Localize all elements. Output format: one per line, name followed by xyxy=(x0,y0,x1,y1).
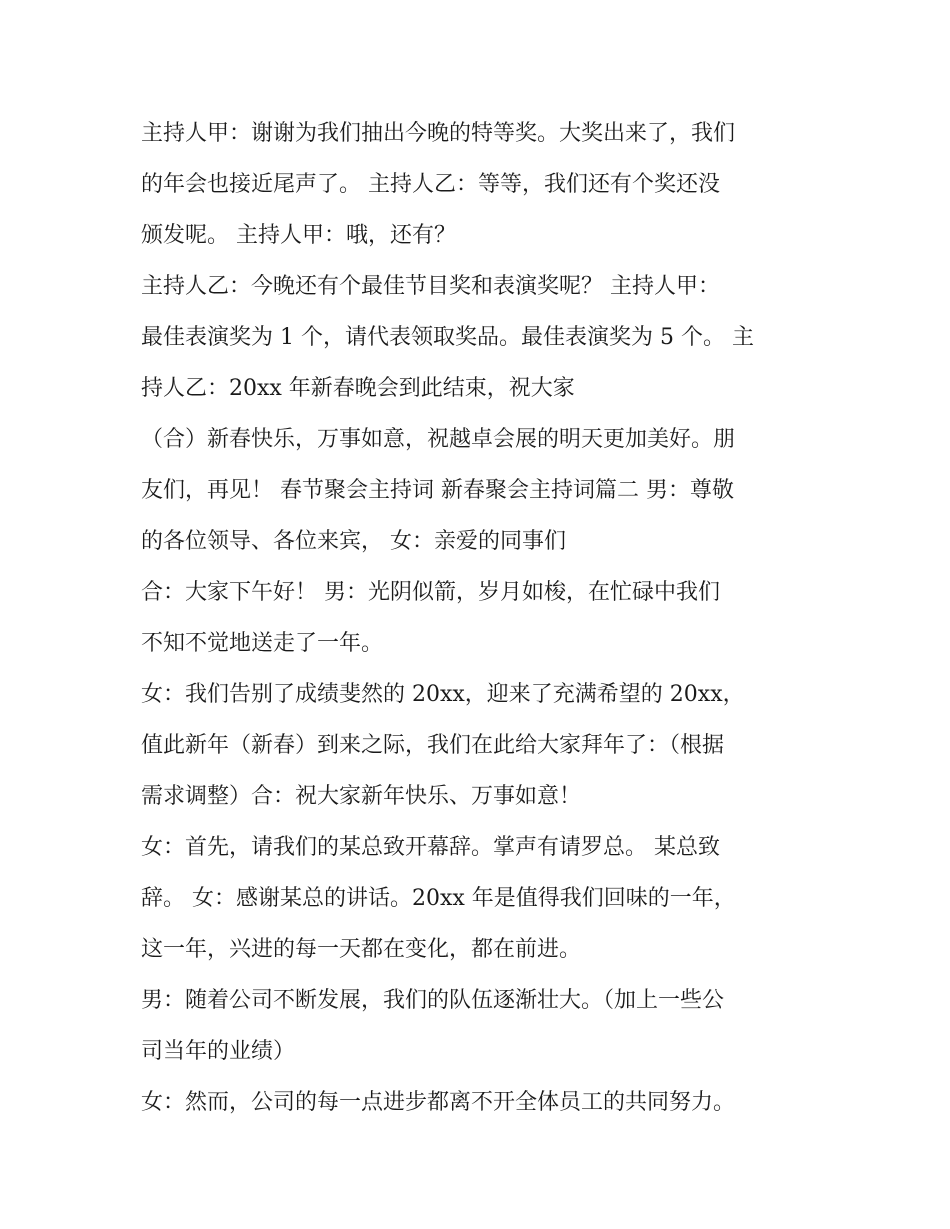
text-line: 男：随着公司不断发展，我们的队伍逐渐壮大。（加上一些公 xyxy=(141,988,725,1013)
text-line: 女：然而，公司的每一点进步都离不开全体员工的共同努力。 xyxy=(141,1090,736,1115)
text-line: 主持人甲：谢谢为我们抽出今晚的特等奖。大奖出来了，我们 xyxy=(141,121,736,146)
text-line: 合：大家下午好！ 男：光阴似箭，岁月如梭，在忙碌中我们 xyxy=(141,580,720,605)
text-line: 辞。 女：感谢某总的讲话。20xx 年是值得我们回味的一年， xyxy=(141,886,736,911)
text-line: 的各位领导、各位来宾， 女：亲爱的同事们 xyxy=(141,529,566,554)
text-line: 友们，再见！ 春节聚会主持词 新春聚会主持词篇二 男：尊敬 xyxy=(141,478,734,503)
text-line: 这一年，兴进的每一天都在变化，都在前进。 xyxy=(141,937,582,962)
text-line: 颁发呢。 主持人甲：哦，还有？ xyxy=(141,223,456,248)
text-line: 持人乙：20xx 年新春晚会到此结束，祝大家 xyxy=(141,376,575,401)
text-line: 女：首先，请我们的某总致开幕辞。掌声有请罗总。 某总致 xyxy=(141,835,720,860)
text-line: 的年会也接近尾声了。 主持人乙：等等，我们还有个奖还没 xyxy=(141,172,720,197)
document-body xyxy=(141,108,821,1128)
text-line: （合）新春快乐，万事如意，祝越卓会展的明天更加美好。朋 xyxy=(141,427,736,452)
text-line: 需求调整）合：祝大家新年快乐、万事如意！ xyxy=(141,784,582,809)
text-line: 主持人乙：今晚还有个最佳节目奖和表演奖呢？ 主持人甲： xyxy=(141,274,720,299)
text-line: 最佳表演奖为 1 个，请代表领取奖品。最佳表演奖为 5 个。 主 xyxy=(141,325,754,350)
text-line: 不知不觉地送走了一年。 xyxy=(141,631,384,656)
text-line: 女：我们告别了成绩斐然的 20xx，迎来了充满希望的 20xx， xyxy=(141,682,745,707)
text-line: 值此新年（新春）到来之际，我们在此给大家拜年了：（根据 xyxy=(141,733,725,758)
text-line: 司当年的业绩） xyxy=(141,1039,296,1064)
